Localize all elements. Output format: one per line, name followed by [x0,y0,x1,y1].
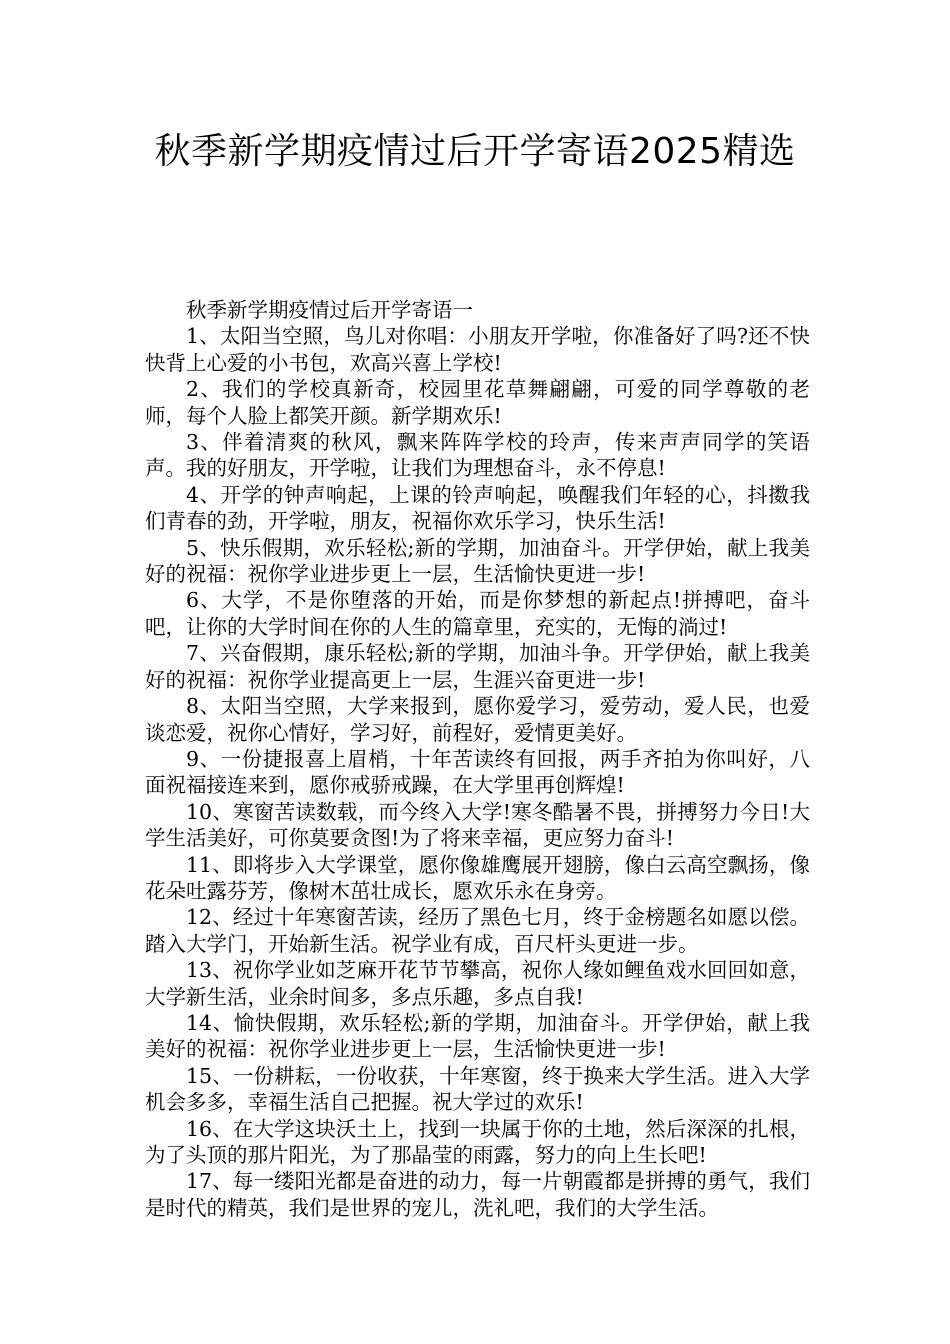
section-heading: 秋季新学期疫情过后开学寄语一 [186,298,473,322]
list-item: 5、快乐假期，欢乐轻松;新的学期，加油奋斗。开学伊始，献上我美好的祝福：祝你学业进步更上一层，生活愉快更进一步! [145,535,810,587]
list-item: 1、太阳当空照，鸟儿对你唱：小朋友开学啦，你准备好了吗?还不快快背上心爱的小书包，欢高兴喜上学校! [145,324,810,375]
list-item: 16、在大学这块沃土上，找到一块属于你的土地，然后深深的扎根，为了头顶的那片阳光，为了那晶莹的雨露，努力的向上生长吧! [145,1116,810,1167]
list-item: 4、开学的钟声响起，上课的铃声响起，唤醒我们年轻的心，抖擞我们青春的劲，开学啦，朋友，祝福你欢乐学习，快乐生活! [145,482,810,534]
list-item: 10、寒窗苦读数载，而今终入大学!寒冬酷暑不畏，拼搏努力今日!大学生活美好，可你莫要贪图!为了将来幸福，更应努力奋斗! [145,799,810,851]
list-item: 15、一份耕耘，一份收获，十年寒窗，终于换来大学生活。进入大学机会多多，幸福生活自己把握。祝大学过的欢乐! [145,1063,810,1115]
list-item: 12、经过十年寒窗苦读，经历了黑色七月，终于金榜题名如愿以偿。踏入大学门，开始新生活。祝学业有成，百尺杆头更进一步。 [145,905,810,956]
list-item: 8、太阳当空照，大学来报到，愿你爱学习，爱劳动，爱人民，也爱谈恋爱，祝你心情好，学习好，前程好，爱情更美好。 [145,694,810,745]
list-item: 2、我们的学校真新奇，校园里花草舞翩翩，可爱的同学尊敬的老师，每个人脸上都笑开颜。新学期欢乐! [145,377,810,428]
list-item: 7、兴奋假期，康乐轻松;新的学期，加油斗争。开学伊始，献上我美好的祝福：祝你学业提高更上一层，生涯兴奋更进一步! [145,641,810,692]
document-title: 秋季新学期疫情过后开学寄语2025精选 [154,131,796,172]
list-item: 3、伴着清爽的秋风，飘来阵阵学校的玲声，传来声声同学的笑语声。我的好朋友，开学啦，让我们为理想奋斗，永不停息! [145,430,810,481]
list-item: 17、每一缕阳光都是奋进的动力，每一片朝霞都是拼搏的勇气，我们是时代的精英，我们是世界的宠儿，洗礼吧，我们的大学生活。 [145,1169,810,1220]
list-item: 9、一份捷报喜上眉梢，十年苦读终有回报，两手齐拍为你叫好，八面祝福接连来到，愿你戒骄戒躁，在大学里再创辉煌! [145,746,810,798]
list-item: 14、愉快假期，欢乐轻松;新的学期，加油奋斗。开学伊始，献上我美好的祝福：祝你学业进步更上一层，生活愉快更进一步! [145,1010,810,1062]
list-item: 13、祝你学业如芝麻开花节节攀高，祝你人缘如鲤鱼戏水回回如意，大学新生活，业余时间多，多点乐趣，多点自我! [145,958,810,1009]
list-item: 11、即将步入大学课堂，愿你像雄鹰展开翅膀，像白云高空飘扬，像花朵吐露芬芳，像树木茁壮成长，愿欢乐永在身旁。 [145,852,810,903]
document-body [145,297,810,1221]
list-item: 6、大学，不是你堕落的开始，而是你梦想的新起点!拼搏吧，奋斗吧，让你的大学时间在你的人生的篇章里，充实的，无悔的淌过! [145,588,810,639]
